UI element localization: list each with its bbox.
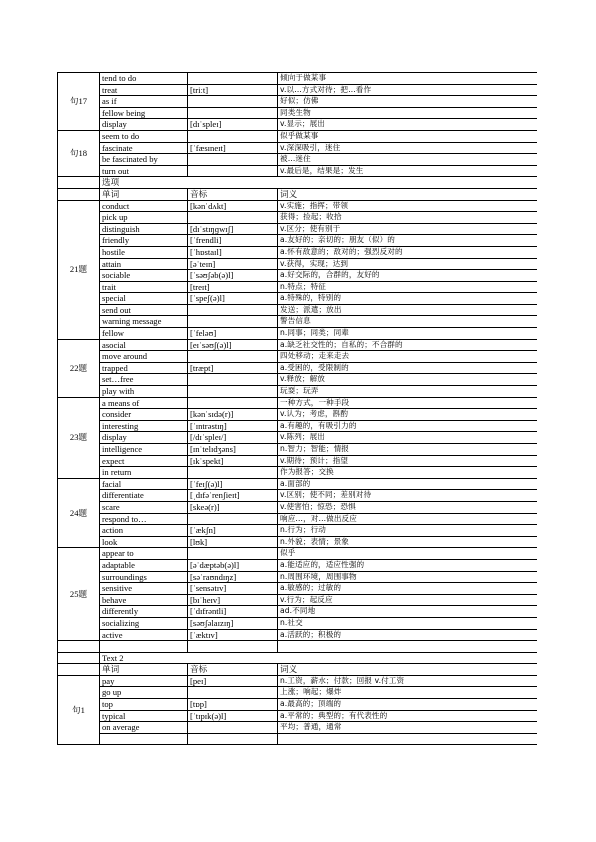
phonetic-cell	[188, 73, 278, 85]
phonetic-cell: [ˈsensətɪv]	[188, 583, 278, 595]
word-cell: look	[100, 536, 188, 548]
word-cell: warning message	[100, 316, 188, 328]
vocab-row	[58, 154, 538, 166]
meaning-cell: a.能适应的，适应性强的	[278, 559, 538, 571]
phonetic-cell: [triːt]	[188, 84, 278, 96]
meaning-cell: n.智力；智能；情报	[278, 444, 538, 456]
word-cell: in return	[100, 467, 188, 479]
group-label: 24题	[58, 478, 100, 548]
meaning-cell: v.深深吸引，迷住	[278, 142, 538, 154]
word-cell	[100, 733, 188, 745]
phonetic-cell	[188, 386, 278, 398]
meaning-cell: 上涨；响起；爆炸	[278, 687, 538, 699]
word-cell: active	[100, 629, 188, 641]
vocab-row	[58, 246, 538, 258]
vocab-row	[58, 304, 538, 316]
header-spacer-cell	[58, 188, 100, 200]
vocab-row	[58, 165, 538, 177]
vocabulary-table	[57, 72, 537, 745]
word-cell: trait	[100, 281, 188, 293]
meaning-cell: 警告信息	[278, 316, 538, 328]
meaning-cell: v.最后是，结果是；发生	[278, 165, 538, 177]
phonetic-cell: [ˈɪntrəstɪŋ]	[188, 420, 278, 432]
meaning-cell: 响应…，对…做出反应	[278, 513, 538, 525]
word-cell: differentiate	[100, 490, 188, 502]
meaning-cell: 获得；捡起；收拾	[278, 212, 538, 224]
vocab-row	[58, 687, 538, 699]
word-cell: intelligence	[100, 444, 188, 456]
vocab-row	[58, 548, 538, 560]
word-cell: play with	[100, 386, 188, 398]
vocab-row	[58, 699, 538, 711]
phonetic-cell: [əˈdæptəb(ə)l]	[188, 559, 278, 571]
word-cell: facial	[100, 478, 188, 490]
meaning-cell: v.陈列；展出	[278, 432, 538, 444]
word-cell: distinguish	[100, 223, 188, 235]
vocab-row	[58, 130, 538, 142]
word-cell: tend to do	[100, 73, 188, 85]
vocab-row	[58, 409, 538, 421]
meaning-cell: 平均；普通，通常	[278, 722, 538, 734]
phonetic-cell: [træpt]	[188, 362, 278, 374]
vocab-row	[58, 490, 538, 502]
word-cell: appear to	[100, 548, 188, 560]
phonetic-cell: [ˈækʃn]	[188, 525, 278, 537]
vocab-row	[58, 583, 538, 595]
vocab-row	[58, 559, 538, 571]
blank-cell	[58, 641, 100, 653]
vocab-row	[58, 536, 538, 548]
vocab-row	[58, 96, 538, 108]
word-cell: special	[100, 293, 188, 305]
meaning-cell: 好似；仿佛	[278, 96, 538, 108]
phonetic-cell: [ˈsəʊʃəb(ə)l]	[188, 270, 278, 282]
meaning-cell: a.怀有敌意的；敌对的；强烈反对的	[278, 246, 538, 258]
word-cell: asocial	[100, 339, 188, 351]
word-cell: expect	[100, 455, 188, 467]
vocab-row	[58, 351, 538, 363]
meaning-cell: v.显示；展出	[278, 119, 538, 131]
section-title-row	[58, 652, 538, 664]
word-cell: sociable	[100, 270, 188, 282]
phonetic-cell: [skeə(r)]	[188, 501, 278, 513]
word-cell: hostile	[100, 246, 188, 258]
vocab-row	[58, 73, 538, 85]
meaning-cell: a.友好的；亲切的；朋友（似）的	[278, 235, 538, 247]
word-cell: adaptable	[100, 559, 188, 571]
vocabulary-sheet	[57, 72, 537, 842]
phonetic-cell	[188, 316, 278, 328]
phonetic-cell: [dɪˈspleɪ]	[188, 119, 278, 131]
meaning-cell: v.区别；使不同；差别对待	[278, 490, 538, 502]
phonetic-cell	[188, 467, 278, 479]
vocab-row	[58, 397, 538, 409]
phonetic-cell: [lʊk]	[188, 536, 278, 548]
phonetic-cell	[188, 96, 278, 108]
word-cell: typical	[100, 710, 188, 722]
section-title: 选项	[100, 177, 538, 189]
meaning-cell: 作为报答；交换	[278, 467, 538, 479]
vocab-row	[58, 722, 538, 734]
phonetic-cell	[188, 304, 278, 316]
phonetic-cell: [ˈfeɪʃ(ə)l]	[188, 478, 278, 490]
meaning-cell: 发送；派遣；放出	[278, 304, 538, 316]
phonetic-cell: [ˈdɪfrəntli]	[188, 606, 278, 618]
phonetic-cell: [səˈraʊndɪŋz]	[188, 571, 278, 583]
phonetic-cell: [tɒp]	[188, 699, 278, 711]
phonetic-cell: [kənˈdʌkt]	[188, 200, 278, 212]
word-cell: sensitive	[100, 583, 188, 595]
meaning-cell: n.周围环境，周围事物	[278, 571, 538, 583]
section-title-row	[58, 177, 538, 189]
header-spacer-cell	[58, 664, 100, 676]
vocab-row	[58, 501, 538, 513]
meaning-cell: 被…迷住	[278, 154, 538, 166]
vocab-row	[58, 223, 538, 235]
vocab-row	[58, 235, 538, 247]
phonetic-cell	[188, 212, 278, 224]
word-cell: fellow	[100, 328, 188, 340]
word-cell: as if	[100, 96, 188, 108]
vocab-row	[58, 142, 538, 154]
vocab-row	[58, 293, 538, 305]
meaning-cell: n.特点；特征	[278, 281, 538, 293]
meaning-cell: 倾向于做某事	[278, 73, 538, 85]
meaning-cell: 四处移动；走来走去	[278, 351, 538, 363]
meaning-cell: a.最高的；顶端的	[278, 699, 538, 711]
vocab-row	[58, 270, 538, 282]
word-cell: top	[100, 699, 188, 711]
meaning-cell: a.平常的；典型的；有代表性的	[278, 710, 538, 722]
phonetic-cell	[188, 374, 278, 386]
phonetic-cell: [treɪt]	[188, 281, 278, 293]
phonetic-cell: [/dɪˈspleɪ/]	[188, 432, 278, 444]
word-cell: turn out	[100, 165, 188, 177]
vocab-row	[58, 478, 538, 490]
word-cell: behave	[100, 594, 188, 606]
vocab-row	[58, 594, 538, 606]
vocab-row	[58, 467, 538, 479]
group-label: 25题	[58, 548, 100, 641]
word-cell: treat	[100, 84, 188, 96]
word-cell: consider	[100, 409, 188, 421]
column-header-meaning: 词义	[278, 188, 538, 200]
vocab-row	[58, 444, 538, 456]
word-cell: differently	[100, 606, 188, 618]
word-cell: pay	[100, 675, 188, 687]
meaning-cell: a.缺乏社交性的；自私的；不合群的	[278, 339, 538, 351]
word-cell: go up	[100, 687, 188, 699]
vocab-row	[58, 328, 538, 340]
word-cell: conduct	[100, 200, 188, 212]
meaning-cell: v.区分；使有别于	[278, 223, 538, 235]
meaning-cell: 似乎做某事	[278, 130, 538, 142]
phonetic-cell	[188, 722, 278, 734]
phonetic-cell	[188, 513, 278, 525]
meaning-cell: 一种方式，一种手段	[278, 397, 538, 409]
meaning-cell: ad.不同地	[278, 606, 538, 618]
word-cell: display	[100, 432, 188, 444]
phonetic-cell	[188, 107, 278, 119]
phonetic-cell: [ˈhɒstaɪl]	[188, 246, 278, 258]
vocab-row	[58, 629, 538, 641]
phonetic-cell	[188, 154, 278, 166]
word-cell: display	[100, 119, 188, 131]
column-header-row	[58, 664, 538, 676]
blank-cell	[278, 641, 538, 653]
column-header-ipa: 音标	[188, 664, 278, 676]
phonetic-cell: [eɪˈsəʊʃ(ə)l]	[188, 339, 278, 351]
vocab-row	[58, 571, 538, 583]
meaning-cell: v.认为；考虑，斟酌	[278, 409, 538, 421]
word-cell: move around	[100, 351, 188, 363]
vocab-row	[58, 606, 538, 618]
vocab-row	[58, 525, 538, 537]
phonetic-cell	[188, 397, 278, 409]
vocab-row	[58, 420, 538, 432]
phonetic-cell: [ˈæktɪv]	[188, 629, 278, 641]
phonetic-cell: [əˈteɪn]	[188, 258, 278, 270]
phonetic-cell: [dɪˈstɪŋɡwɪʃ]	[188, 223, 278, 235]
meaning-cell: v.使害怕；惊恐；恐惧	[278, 501, 538, 513]
column-header-row	[58, 188, 538, 200]
phonetic-cell: [ɪkˈspekt]	[188, 455, 278, 467]
phonetic-cell: [ˈspeʃ(ə)l]	[188, 293, 278, 305]
phonetic-cell: [ɪnˈtelɪdʒəns]	[188, 444, 278, 456]
group-label: 21题	[58, 200, 100, 339]
meaning-cell: a.敏感的；过敏的	[278, 583, 538, 595]
word-cell: fascinate	[100, 142, 188, 154]
meaning-cell: n.工资，薪水；付款；回报 v.付工资	[278, 675, 538, 687]
vocab-row	[58, 339, 538, 351]
meaning-cell: v.以…方式对待；把…看作	[278, 84, 538, 96]
meaning-cell: a.活跃的；积极的	[278, 629, 538, 641]
meaning-cell: n.行为；行动	[278, 525, 538, 537]
section-spacer-cell	[58, 177, 100, 189]
word-cell: interesting	[100, 420, 188, 432]
meaning-cell: v.获得，实现；达到	[278, 258, 538, 270]
group-label: 23题	[58, 397, 100, 478]
vocab-row	[58, 432, 538, 444]
word-cell: attain	[100, 258, 188, 270]
phonetic-cell: [peɪ]	[188, 675, 278, 687]
vocab-row	[58, 374, 538, 386]
word-cell: a means of	[100, 397, 188, 409]
vocabulary-table-body	[58, 73, 538, 745]
section-title: Text 2	[100, 652, 538, 664]
vocab-row	[58, 316, 538, 328]
blank-cell	[100, 641, 188, 653]
vocab-row	[58, 212, 538, 224]
phonetic-cell: [kənˈsɪdə(r)]	[188, 409, 278, 421]
meaning-cell: v.行为；起反应	[278, 594, 538, 606]
vocab-row	[58, 675, 538, 687]
word-cell: on average	[100, 722, 188, 734]
word-cell: set…free	[100, 374, 188, 386]
column-header-ipa: 音标	[188, 188, 278, 200]
word-cell: respond to…	[100, 513, 188, 525]
word-cell: fellow being	[100, 107, 188, 119]
vocab-row	[58, 84, 538, 96]
vocab-row	[58, 119, 538, 131]
meaning-cell: a.受困的，受限制的	[278, 362, 538, 374]
word-cell: socializing	[100, 617, 188, 629]
word-cell: friendly	[100, 235, 188, 247]
vocab-row	[58, 386, 538, 398]
meaning-cell: v.实施；指挥；带领	[278, 200, 538, 212]
phonetic-cell: [səʊʃəlaɪzɪŋ]	[188, 617, 278, 629]
meaning-cell: 玩耍；玩弄	[278, 386, 538, 398]
phonetic-cell: [ˈfeləʊ]	[188, 328, 278, 340]
word-cell: pick up	[100, 212, 188, 224]
vocab-row	[58, 710, 538, 722]
word-cell: trapped	[100, 362, 188, 374]
meaning-cell: v.释放；解放	[278, 374, 538, 386]
group-label: 句17	[58, 73, 100, 131]
vocab-row	[58, 513, 538, 525]
column-header-word: 单词	[100, 664, 188, 676]
blank-row	[58, 641, 538, 653]
word-cell: surroundings	[100, 571, 188, 583]
phonetic-cell: [ˈfæsɪneɪt]	[188, 142, 278, 154]
meaning-cell: n.同事；同类；同辈	[278, 328, 538, 340]
meaning-cell: a.有趣的，有吸引力的	[278, 420, 538, 432]
vocab-row	[58, 362, 538, 374]
meaning-cell: 似乎	[278, 548, 538, 560]
group-label: 句1	[58, 675, 100, 745]
blank-cell	[188, 641, 278, 653]
meaning-cell: a.面部的	[278, 478, 538, 490]
word-cell: action	[100, 525, 188, 537]
vocab-row	[58, 455, 538, 467]
vocab-row	[58, 733, 538, 745]
phonetic-cell	[188, 165, 278, 177]
phonetic-cell	[188, 130, 278, 142]
section-spacer-cell	[58, 652, 100, 664]
word-cell: scare	[100, 501, 188, 513]
meaning-cell: v.期待；预计；指望	[278, 455, 538, 467]
group-label: 句18	[58, 130, 100, 176]
vocab-row	[58, 617, 538, 629]
column-header-meaning: 词义	[278, 664, 538, 676]
meaning-cell	[278, 733, 538, 745]
phonetic-cell: [ˈtɪpɪk(ə)l]	[188, 710, 278, 722]
meaning-cell: n.外貌；表情；景象	[278, 536, 538, 548]
word-cell: send out	[100, 304, 188, 316]
word-cell: seem to do	[100, 130, 188, 142]
vocab-row	[58, 258, 538, 270]
meaning-cell: a.特殊的，特别的	[278, 293, 538, 305]
meaning-cell: a.好交际的，合群的，友好的	[278, 270, 538, 282]
vocab-row	[58, 200, 538, 212]
vocab-row	[58, 107, 538, 119]
group-label: 22题	[58, 339, 100, 397]
phonetic-cell	[188, 351, 278, 363]
meaning-cell: 同类生物	[278, 107, 538, 119]
meaning-cell: n.社交	[278, 617, 538, 629]
phonetic-cell	[188, 733, 278, 745]
phonetic-cell: [ˌdɪfəˈrenʃieɪt]	[188, 490, 278, 502]
column-header-word: 单词	[100, 188, 188, 200]
phonetic-cell: [bɪˈheɪv]	[188, 594, 278, 606]
phonetic-cell	[188, 687, 278, 699]
word-cell: be fascinated by	[100, 154, 188, 166]
phonetic-cell	[188, 548, 278, 560]
phonetic-cell: [ˈfrendli]	[188, 235, 278, 247]
vocab-row	[58, 281, 538, 293]
